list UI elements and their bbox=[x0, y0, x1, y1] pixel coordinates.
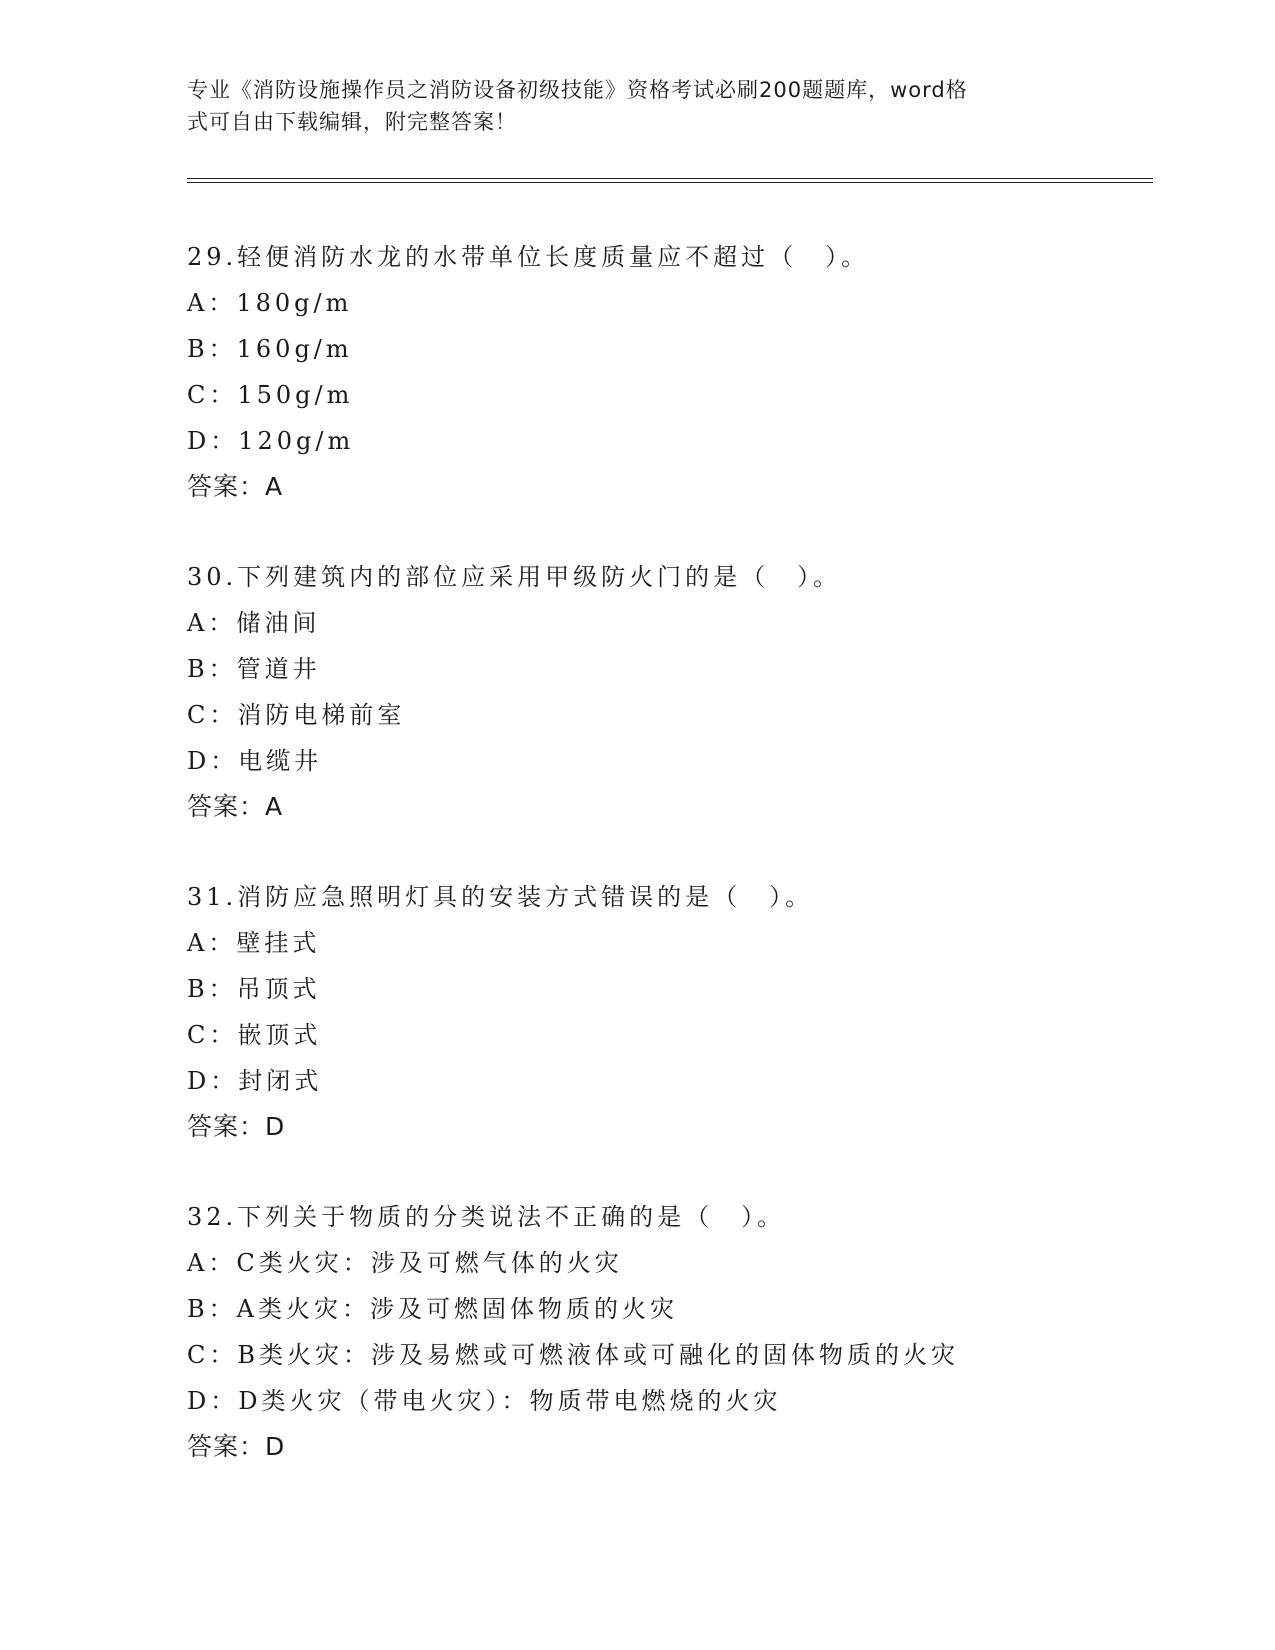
header-divider-bottom bbox=[187, 182, 1153, 183]
option-a: A：C类火灾：涉及可燃气体的火灾 bbox=[187, 1249, 623, 1277]
option-d: D：D类火灾（带电火灾）：物质带电燃烧的火灾 bbox=[187, 1387, 782, 1415]
option-a: A：储油间 bbox=[187, 609, 321, 637]
option-d: D：封闭式 bbox=[187, 1067, 323, 1095]
header-divider-top bbox=[187, 178, 1153, 179]
option-d: D：120g/m bbox=[187, 427, 355, 455]
question-stem: 29.轻便消防水龙的水带单位长度质量应不超过（ ）。 bbox=[187, 243, 870, 271]
option-b: B：吊顶式 bbox=[187, 975, 321, 1003]
question-32 bbox=[187, 1194, 1187, 1470]
question-29 bbox=[187, 234, 1187, 510]
header-line-2: 式可自由下载编辑，附完整答案！ bbox=[187, 110, 517, 134]
header-line-1: 专业《消防设施操作员之消防设备初级技能》资格考试必刷200题题库，word格 bbox=[187, 78, 968, 102]
answer-line: 答案：A bbox=[187, 792, 284, 821]
answer-line: 答案：D bbox=[187, 1432, 286, 1461]
option-c: C：B类火灾：涉及易燃或可燃液体或可融化的固体物质的火灾 bbox=[187, 1341, 959, 1369]
option-b: B：管道井 bbox=[187, 655, 321, 683]
answer-line: 答案：D bbox=[187, 1112, 286, 1141]
question-stem: 30.下列建筑内的部位应采用甲级防火门的是（ ）。 bbox=[187, 563, 842, 591]
option-c: C：150g/m bbox=[187, 381, 354, 409]
document-header bbox=[187, 74, 1067, 138]
option-b: B：A类火灾：涉及可燃固体物质的火灾 bbox=[187, 1295, 678, 1323]
option-b: B：160g/m bbox=[187, 335, 353, 363]
question-stem: 31.消防应急照明灯具的安装方式错误的是（ ）。 bbox=[187, 883, 814, 911]
option-c: C：嵌顶式 bbox=[187, 1021, 322, 1049]
question-stem: 32.下列关于物质的分类说法不正确的是（ ）。 bbox=[187, 1203, 786, 1231]
question-30 bbox=[187, 554, 1187, 830]
option-d: D：电缆井 bbox=[187, 747, 323, 775]
option-a: A：壁挂式 bbox=[187, 929, 321, 957]
option-a: A：180g/m bbox=[187, 289, 353, 317]
option-c: C：消防电梯前室 bbox=[187, 701, 406, 729]
question-31 bbox=[187, 874, 1187, 1150]
answer-line: 答案：A bbox=[187, 472, 284, 501]
